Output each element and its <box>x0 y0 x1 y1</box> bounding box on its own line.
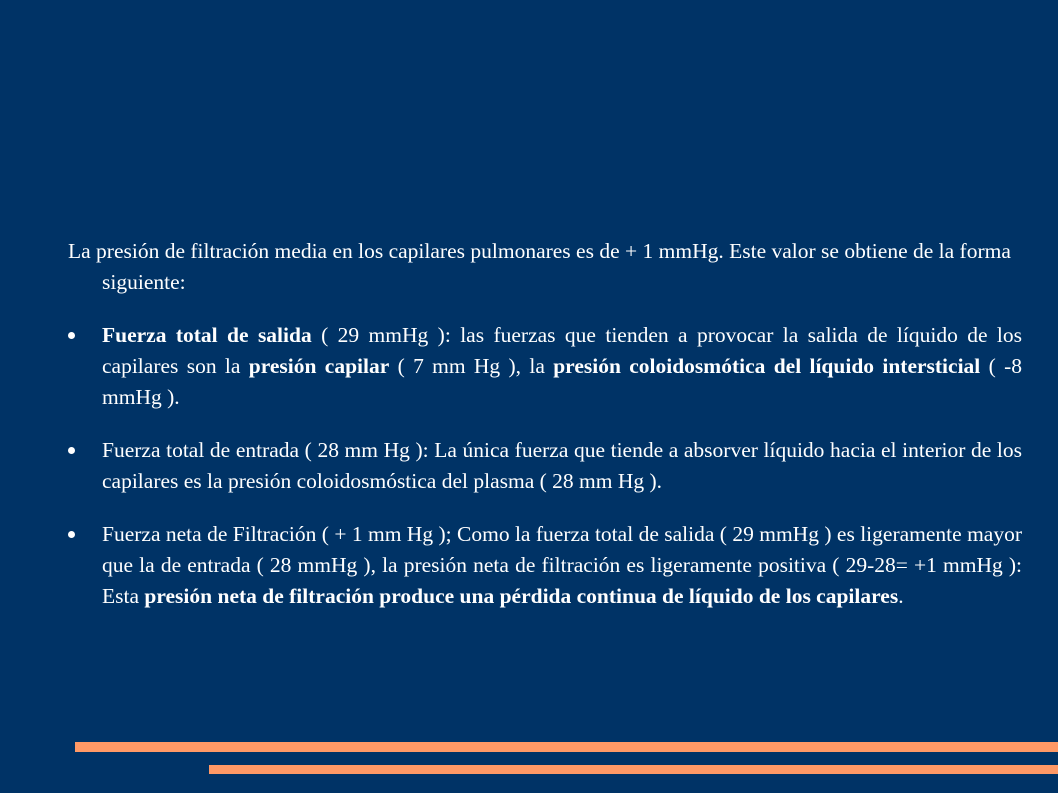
accent-bar-bottom <box>209 765 1058 774</box>
bullet-entrada-text: Fuerza total de entrada ( 28 mm Hg ): La única fuerza que tiende a absorver líquido hacia el interior de los capilares es la presión coloidosmóstica del plasma ( 28 mm Hg ). <box>102 438 1022 493</box>
bullet-salida-bold-1: presión capilar <box>248 354 390 378</box>
bullet-salida-lead: Fuerza total de salida <box>102 323 312 347</box>
bullet-dot-icon <box>68 332 75 339</box>
bullet-item-neta <box>68 519 1022 612</box>
bullet-item-entrada <box>68 435 1022 497</box>
bullet-dot-icon <box>68 531 75 538</box>
accent-bar-top <box>75 742 1058 752</box>
bullet-neta-end: . <box>898 584 904 608</box>
bullet-salida-text-3: ( -8 mmHg ). <box>102 354 1022 409</box>
bullet-item-salida <box>68 320 1022 413</box>
bullet-salida-bold-2: presión coloidosmótica del líquido intersticial <box>553 354 981 378</box>
bullet-neta-text: Fuerza neta de Filtración ( + 1 mm Hg ); Como la fuerza total de salida ( 29 mmHg ) es ligeramente mayor que la de entrada ( 28 mmHg ), la presión neta de filtración es ligeramente positiva ( 29-28= +1 mmHg ): Esta <box>102 522 1022 608</box>
intro-paragraph: La presión de filtración media en los capilares pulmonares es de + 1 mmHg. Este valor se obtiene de la forma siguiente: <box>68 239 1011 294</box>
bullet-list <box>68 320 1022 612</box>
bullet-salida-text-1: ( 29 mmHg ): las fuerzas que tienden a provocar la salida de líquido de los capilares son la <box>102 323 1022 378</box>
bullet-salida-text-2: ( 7 mm Hg ), la <box>389 354 554 378</box>
slide-content <box>68 236 1022 634</box>
bullet-neta-bold: presión neta de filtración produce una pérdida continua de líquido de los capilares <box>144 584 899 608</box>
bullet-dot-icon <box>68 447 75 454</box>
